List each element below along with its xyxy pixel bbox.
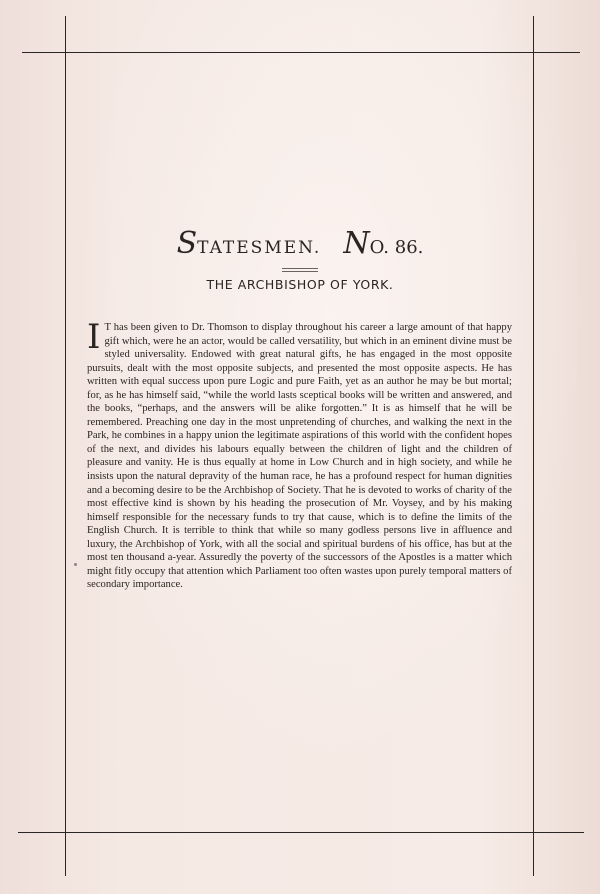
frame-left-rule: [65, 16, 66, 876]
number-initial: N: [343, 226, 370, 261]
paper-speck: [74, 563, 77, 566]
article-body: [87, 317, 512, 592]
series-rest: TATESMEN.: [197, 238, 322, 258]
number-rest: O. 86.: [369, 237, 424, 258]
frame-right-rule: [533, 16, 534, 876]
frame-bottom-rule: [18, 832, 584, 833]
article-title: THE ARCHBISHOP OF YORK.: [206, 277, 394, 292]
ornamental-rule-lower: [282, 271, 318, 272]
article-text: T has been given to Dr. Thomson to display throughout his career a large amount of that happy gift which, were he an actor, would be called versatility, but which in an eminent divine must be styled universality. Endowed with great natural gifts, he has engaged in the most opposite pursuits, dealt with the most opposite subjects, and presented the most opposite aspects. He has written with equal success upon pure Logic and pure Faith, yet as an author he may be but mortal; for, as he has himself said, “while the world lasts sceptical books will be written and answered, and the books, “perhaps, and the answers will be alike forgotten.” It is as himself that he will be remembered. Preaching one day in the most unpretending of churches, and walking the next in the Park, he combines in a happy union the legitimate aspirations of this world with the confident hopes of the next, and divides his labours equally between the children of light and the children of pleasure and vanity. He is thus equally at home in Low Church and in high society, and while he insists upon the natural depravity of the human race, he has a profound respect for human dignities and a becoming desire to be the Archbishop of Society. That he is devoted to works of charity of the most effective kind is shown by his heading the prosecution of Mr. Voysey, and by his making himself responsible for the necessary funds to try that cause, which is to define the limits of the English Church. It is terrible to think that while so many godless persons live in affluence and luxury, the Archbishop of York, with all the social and spiritual burdens of his office, has but at the most ten thousand a-year. Assuredly the poverty of the successors of the Apostles is a matter which might fitly occupy that attention which Parliament too often wastes upon purely temporal matters of secondary importance.: [87, 322, 512, 591]
frame-top-rule: [22, 52, 580, 53]
series-initial: S: [176, 226, 198, 261]
series-number: [343, 226, 424, 261]
drop-cap: I: [87, 317, 101, 357]
ornamental-rule: [282, 268, 318, 269]
series-heading: [150, 226, 450, 261]
series-name: [176, 226, 322, 261]
